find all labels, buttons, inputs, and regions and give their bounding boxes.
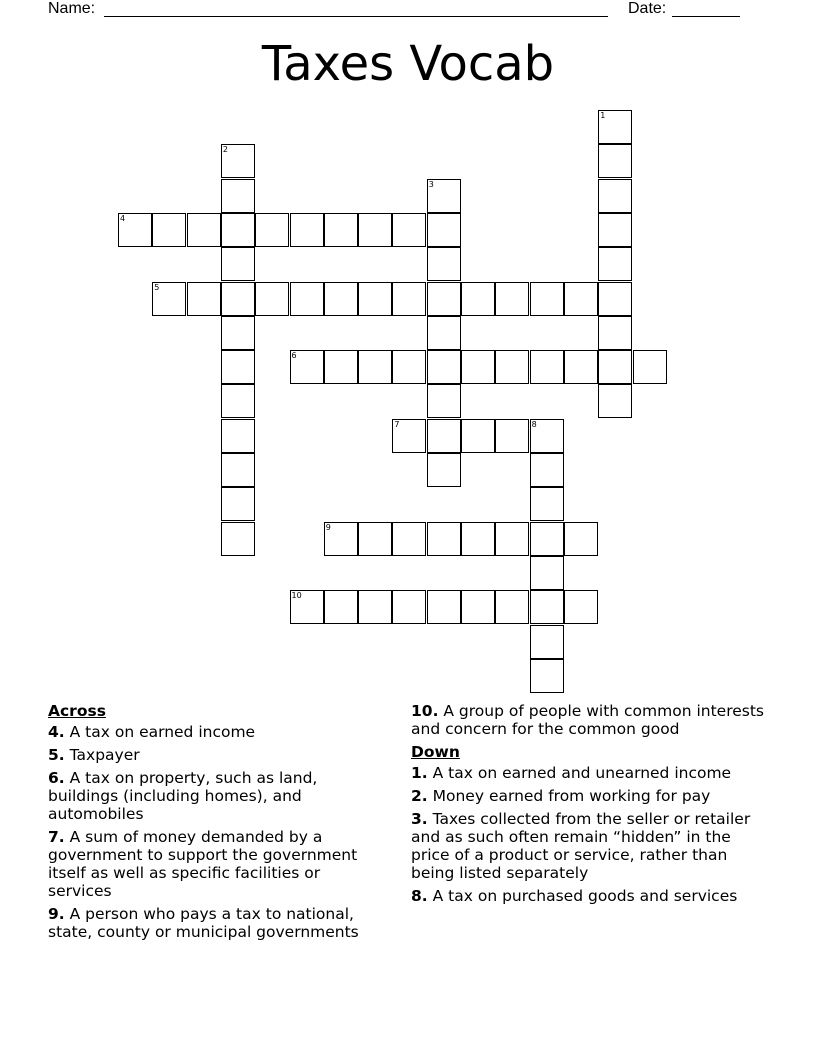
crossword-cell[interactable] xyxy=(461,590,495,624)
clue-across-5 xyxy=(48,746,388,764)
crossword-cell[interactable] xyxy=(598,282,632,316)
crossword-cell[interactable] xyxy=(290,213,324,247)
crossword-cell[interactable] xyxy=(290,590,324,624)
crossword-cell[interactable] xyxy=(598,247,632,281)
crossword-cell[interactable] xyxy=(221,487,255,521)
crossword-cell[interactable] xyxy=(290,282,324,316)
crossword-cell[interactable] xyxy=(358,522,392,556)
clue-text: A sum of money demanded by a government to support the government itself as well as specific facilities or services xyxy=(48,828,358,900)
clue-number: 6. xyxy=(48,769,65,787)
crossword-cell[interactable] xyxy=(495,590,529,624)
crossword-cell[interactable] xyxy=(564,350,598,384)
cell-number: 4 xyxy=(120,213,126,223)
clue-text: Taxes collected from the seller or retailer and as such often remain “hidden” in the price of a product or service, rather than being listed separately xyxy=(411,810,751,882)
crossword-cell[interactable] xyxy=(598,384,632,418)
date-label: Date: xyxy=(628,0,667,17)
crossword-cell[interactable] xyxy=(324,590,358,624)
crossword-cell[interactable] xyxy=(221,213,255,247)
crossword-cell[interactable] xyxy=(461,522,495,556)
cell-number: 3 xyxy=(428,179,434,189)
crossword-cell[interactable] xyxy=(187,282,221,316)
crossword-cell[interactable] xyxy=(633,350,667,384)
crossword-cell[interactable] xyxy=(324,522,358,556)
crossword-cell[interactable] xyxy=(530,419,564,453)
clue-down-3 xyxy=(411,810,771,882)
crossword-cell[interactable] xyxy=(187,213,221,247)
crossword-cell[interactable] xyxy=(324,350,358,384)
clue-across-10 xyxy=(411,702,771,738)
clue-number: 2. xyxy=(411,787,428,805)
clue-number: 5. xyxy=(48,746,65,764)
clue-number: 3. xyxy=(411,810,428,828)
crossword-cell[interactable] xyxy=(221,179,255,213)
crossword-cell[interactable] xyxy=(427,350,461,384)
crossword-cell[interactable] xyxy=(290,350,324,384)
clue-text: A tax on earned income xyxy=(69,723,256,741)
across-clues xyxy=(48,702,388,946)
crossword-cell[interactable] xyxy=(427,419,461,453)
crossword-cell[interactable] xyxy=(427,384,461,418)
crossword-cell[interactable] xyxy=(221,522,255,556)
crossword-cell[interactable] xyxy=(427,213,461,247)
clue-number: 8. xyxy=(411,887,428,905)
cell-number: 9 xyxy=(325,522,331,532)
clue-number: 10. xyxy=(411,702,439,720)
crossword-cell[interactable] xyxy=(221,247,255,281)
crossword-cell[interactable] xyxy=(427,522,461,556)
crossword-cell[interactable] xyxy=(530,659,564,693)
clue-number: 1. xyxy=(411,764,428,782)
crossword-cell[interactable] xyxy=(564,522,598,556)
crossword-cell[interactable] xyxy=(530,453,564,487)
crossword-cell[interactable] xyxy=(324,282,358,316)
crossword-cell[interactable] xyxy=(324,213,358,247)
right-clue-column xyxy=(411,702,771,910)
cell-number: 6 xyxy=(291,351,297,361)
crossword-cell[interactable] xyxy=(598,213,632,247)
clue-down-8 xyxy=(411,887,771,905)
cell-number: 2 xyxy=(222,145,228,155)
crossword-cell[interactable] xyxy=(530,522,564,556)
crossword-cell[interactable] xyxy=(392,590,426,624)
crossword-cell[interactable] xyxy=(598,144,632,178)
crossword-cell[interactable] xyxy=(358,590,392,624)
crossword-cell[interactable] xyxy=(221,350,255,384)
crossword-cell[interactable] xyxy=(530,487,564,521)
crossword-cell[interactable] xyxy=(530,590,564,624)
clue-down-1 xyxy=(411,764,771,782)
cell-number: 5 xyxy=(154,282,160,292)
crossword-cell[interactable] xyxy=(358,350,392,384)
name-label: Name: xyxy=(48,0,96,17)
crossword-cell[interactable] xyxy=(221,453,255,487)
crossword-cell[interactable] xyxy=(461,350,495,384)
crossword-cell[interactable] xyxy=(564,590,598,624)
crossword-cell[interactable] xyxy=(358,282,392,316)
clue-across-4 xyxy=(48,723,388,741)
crossword-cell[interactable] xyxy=(221,419,255,453)
clue-text: Money earned from working for pay xyxy=(432,787,711,805)
clue-across-9 xyxy=(48,905,388,941)
crossword-cell[interactable] xyxy=(564,282,598,316)
crossword-cell[interactable] xyxy=(530,625,564,659)
crossword-cell[interactable] xyxy=(598,316,632,350)
crossword-cell[interactable] xyxy=(461,419,495,453)
clue-down-2 xyxy=(411,787,771,805)
clue-number: 7. xyxy=(48,828,65,846)
crossword-cell[interactable] xyxy=(221,316,255,350)
clue-text: A group of people with common interests and concern for the common good xyxy=(411,702,765,738)
crossword-cell[interactable] xyxy=(461,282,495,316)
cell-number: 1 xyxy=(600,111,606,120)
crossword-cell[interactable] xyxy=(598,350,632,384)
crossword-cell[interactable] xyxy=(221,282,255,316)
crossword-cell[interactable] xyxy=(427,282,461,316)
crossword-cell[interactable] xyxy=(152,213,186,247)
crossword-cell[interactable] xyxy=(221,144,255,178)
crossword-cell[interactable] xyxy=(427,247,461,281)
crossword-cell[interactable] xyxy=(427,453,461,487)
clue-number: 4. xyxy=(48,723,65,741)
crossword-cell[interactable] xyxy=(530,282,564,316)
clue-text: A tax on property, such as land, buildings (including homes), and automobiles xyxy=(48,769,318,823)
down-heading: Down xyxy=(411,743,460,761)
crossword-cell[interactable] xyxy=(427,590,461,624)
crossword-cell[interactable] xyxy=(358,213,392,247)
clue-number: 9. xyxy=(48,905,65,923)
clue-text: Taxpayer xyxy=(69,746,140,764)
crossword-cell[interactable] xyxy=(152,282,186,316)
crossword-cell[interactable] xyxy=(392,419,426,453)
cell-number: 8 xyxy=(531,419,537,429)
crossword-cell[interactable] xyxy=(392,282,426,316)
clue-across-7 xyxy=(48,828,388,900)
crossword-cell[interactable] xyxy=(118,213,152,247)
crossword-cell[interactable] xyxy=(530,350,564,384)
crossword-cell[interactable] xyxy=(427,179,461,213)
cell-number: 7 xyxy=(394,419,400,429)
crossword-cell[interactable] xyxy=(392,522,426,556)
crossword-cell[interactable] xyxy=(495,282,529,316)
crossword-cell[interactable] xyxy=(392,213,426,247)
clue-text: A tax on purchased goods and services xyxy=(432,887,738,905)
page-title: Taxes Vocab xyxy=(261,36,555,92)
crossword-cell[interactable] xyxy=(495,522,529,556)
crossword-cell[interactable] xyxy=(255,282,289,316)
clue-text: A tax on earned and unearned income xyxy=(432,764,732,782)
crossword-cell[interactable] xyxy=(530,556,564,590)
crossword-cell[interactable] xyxy=(495,419,529,453)
clue-text: A person who pays a tax to national, state, county or municipal governments xyxy=(48,905,359,941)
across-heading: Across xyxy=(48,702,106,720)
cell-number: 10 xyxy=(291,591,302,601)
crossword-cell[interactable] xyxy=(598,179,632,213)
crossword-cell[interactable] xyxy=(495,350,529,384)
crossword-cell[interactable] xyxy=(598,110,632,144)
crossword-cell[interactable] xyxy=(221,384,255,418)
clue-across-6 xyxy=(48,769,388,823)
crossword-cell[interactable] xyxy=(255,213,289,247)
crossword-cell[interactable] xyxy=(427,316,461,350)
crossword-cell[interactable] xyxy=(392,350,426,384)
